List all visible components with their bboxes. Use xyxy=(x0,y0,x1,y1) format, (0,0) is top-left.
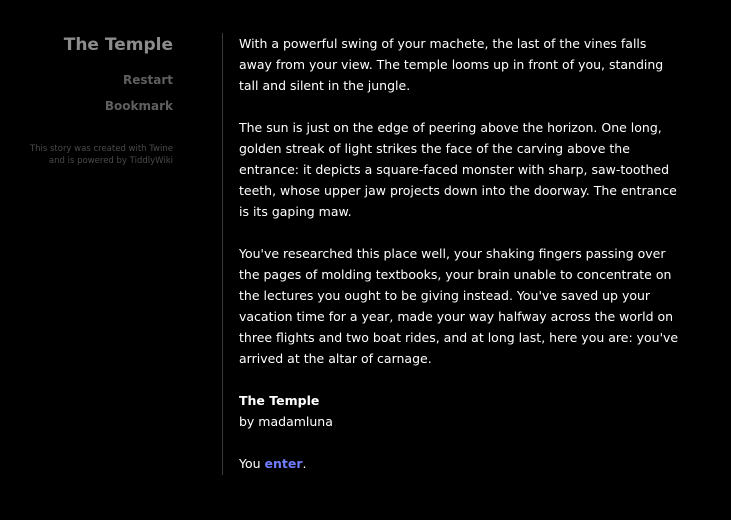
closing-suffix: . xyxy=(302,456,307,471)
passage-paragraph: The sun is just on the edge of peering above the horizon. One long, golden streak of light strikes the face of the carving above the entrance: it depicts a square-faced monster with sharp, saw-toothed teeth, whose upper jaw projects down into the doorway. The entrance is its gaping maw. xyxy=(239,120,677,219)
passage xyxy=(239,33,679,474)
enter-link[interactable]: enter xyxy=(264,456,303,471)
restart-link[interactable]: Restart xyxy=(122,73,173,87)
passage-paragraph: You've researched this place well, your shaking fingers passing over the pages of molding textbooks, your brain unable to concentrate on the lectures you ought to be giving instead. You've saved up your vacation time for a year, made your way halfway across the world on three flights and two boat rides, and at long last, here you are: you've arrived at the altar of carnage. xyxy=(239,246,679,366)
author-line: by madamluna xyxy=(239,414,333,429)
story-title-line: The Temple xyxy=(239,393,320,408)
passage-paragraph: With a powerful swing of your machete, the last of the vines falls away from your view. The temple looms up in front of you, standing tall and silent in the jungle. xyxy=(239,36,664,93)
credits-text: This story was created with Twine and is powered by TiddlyWiki xyxy=(29,144,173,166)
closing-line xyxy=(239,453,679,474)
closing-prefix: You xyxy=(239,456,265,471)
story-byline xyxy=(239,390,679,432)
sidebar-divider xyxy=(222,33,223,475)
story-title: The Temple xyxy=(63,35,173,55)
bookmark-link[interactable]: Bookmark xyxy=(104,99,173,113)
